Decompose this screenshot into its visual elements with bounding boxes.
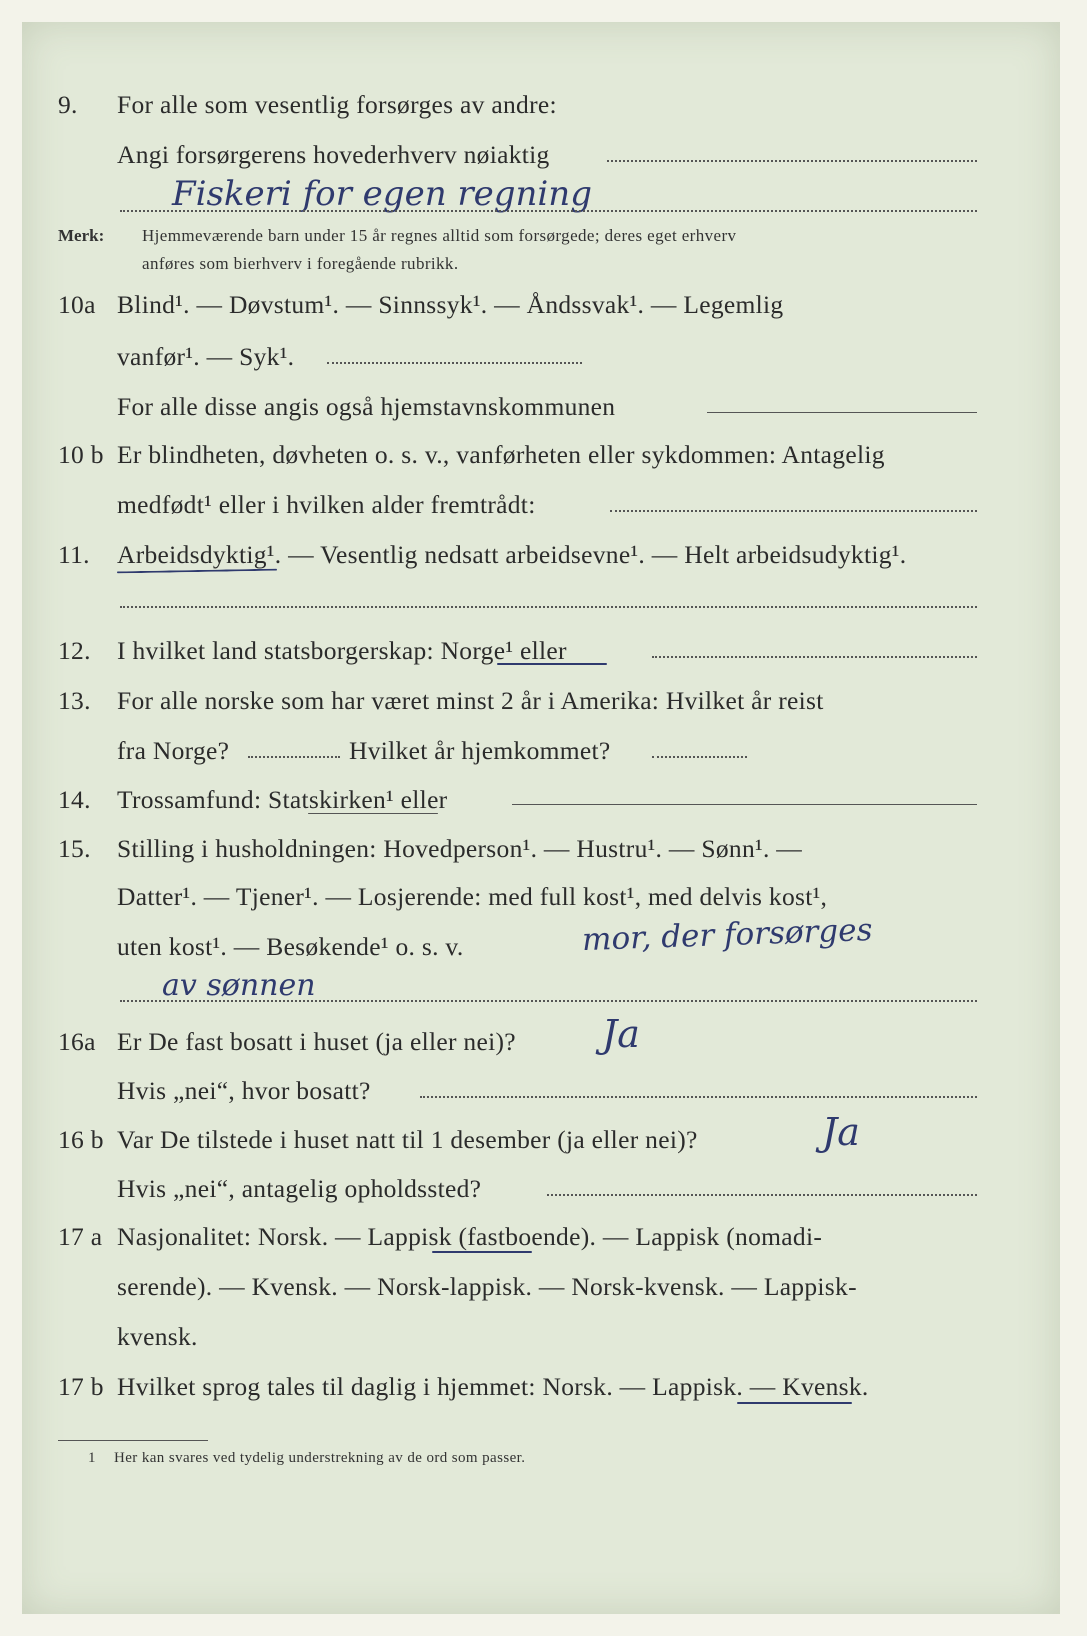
- question-text: Datter¹. — Tjener¹. — Losjerende: med full kost¹, med delvis kost¹,: [117, 882, 828, 911]
- question-number: 16 b: [58, 1125, 104, 1154]
- note-text: anføres som bierhverv i foregående rubrikk.: [142, 254, 459, 273]
- answer-dotted-line: [120, 210, 977, 212]
- question-number: 15.: [58, 834, 91, 863]
- census-form-page: [22, 22, 1060, 1614]
- question-number: 14.: [58, 785, 91, 814]
- answer-dotted-line: [652, 656, 977, 658]
- question-text: For alle som vesentlig forsørges av andre:: [117, 90, 557, 119]
- answer-line: [707, 412, 977, 413]
- handwritten-answer: mor, der forsørges: [581, 911, 874, 959]
- handwritten-underline: [737, 1402, 852, 1404]
- answer-dotted-line: [652, 756, 747, 758]
- answer-dotted-line: [610, 510, 977, 512]
- answer-dotted-line: [120, 1000, 977, 1002]
- question-text: For alle norske som har været minst 2 år i Amerika: Hvilket år reist: [117, 686, 824, 715]
- question-text: I hvilket land statsborgerskap: Norge¹ eller: [117, 636, 567, 665]
- question-text: Hvilket sprog tales til daglig i hjemmet: Norsk. — Lappisk. — Kvensk.: [117, 1372, 869, 1401]
- footnote-rule: [58, 1440, 208, 1441]
- handwritten-answer: Fiskeri for egen regning: [172, 174, 592, 214]
- question-text: Hvis „nei“, hvor bosatt?: [117, 1076, 371, 1105]
- answer-dotted-line: [607, 160, 977, 162]
- question-text: uten kost¹. — Besøkende¹ o. s. v.: [117, 932, 464, 961]
- answer-dotted-line: [120, 606, 977, 608]
- handwritten-underline: [497, 663, 607, 665]
- question-text: Nasjonalitet: Norsk. — Lappisk (fastboende). — Lappisk (nomadi-: [117, 1222, 823, 1251]
- question-text: vanfør¹. — Syk¹.: [117, 342, 295, 371]
- question-number: 17 b: [58, 1372, 104, 1401]
- question-text: Var De tilstede i huset natt til 1 desember (ja eller nei)?: [117, 1125, 698, 1154]
- question-text: Hvilket år hjemkommet?: [349, 736, 611, 765]
- question-text: serende). — Kvensk. — Norsk-lappisk. — Norsk-kvensk. — Lappisk-: [117, 1272, 857, 1301]
- handwritten-answer: av sønnen: [162, 968, 316, 1003]
- question-number: 9.: [58, 90, 78, 119]
- question-text: Hvis „nei“, antagelig opholdssted?: [117, 1174, 482, 1203]
- question-number: 11.: [58, 540, 90, 569]
- question-number: 10 b: [58, 440, 104, 469]
- question-text: medfødt¹ eller i hvilken alder fremtrådt:: [117, 490, 536, 519]
- question-text: Blind¹. — Døvstum¹. — Sinnssyk¹. — Åndssvak¹. — Legemlig: [117, 290, 784, 319]
- question-text: Arbeidsdyktig¹. — Vesentlig nedsatt arbeidsevne¹. — Helt arbeidsudyktig¹.: [117, 540, 907, 569]
- question-text: Er blindheten, døvheten o. s. v., vanførheten eller sykdommen: Antagelig: [117, 440, 885, 469]
- answer-line: [512, 804, 977, 805]
- answer-dotted-line: [547, 1194, 977, 1196]
- question-text: Trossamfund: Statskirken¹ eller: [117, 785, 448, 814]
- question-text: Angi forsørgerens hovederhverv nøiaktig: [117, 140, 550, 169]
- question-number: 16a: [58, 1027, 96, 1056]
- question-text: Stilling i husholdningen: Hovedperson¹. — Hustru¹. — Sønn¹. —: [117, 834, 803, 863]
- handwritten-answer: Ja: [602, 1012, 640, 1056]
- question-text: For alle disse angis også hjemstavnskommunen: [117, 392, 616, 421]
- footnote-mark: 1: [88, 1450, 96, 1466]
- handwritten-answer: Ja: [822, 1110, 860, 1154]
- question-number: 12.: [58, 636, 91, 665]
- question-text: fra Norge?: [117, 736, 230, 765]
- handwritten-underline: [308, 813, 438, 814]
- question-text: Er De fast bosatt i huset (ja eller nei)?: [117, 1027, 516, 1056]
- answer-dotted-line: [248, 756, 340, 758]
- question-text: kvensk.: [117, 1322, 198, 1351]
- note-label: Merk:: [58, 226, 105, 245]
- answer-dotted-line: [420, 1096, 977, 1098]
- question-number: 10a: [58, 290, 96, 319]
- question-number: 13.: [58, 686, 91, 715]
- footnote-text: Her kan svares ved tydelig understrekning av de ord som passer.: [114, 1450, 526, 1466]
- question-number: 17 a: [58, 1222, 103, 1251]
- answer-dotted-line: [327, 362, 582, 364]
- note-text: Hjemmeværende barn under 15 år regnes alltid som forsørgede; deres eget erhverv: [142, 226, 737, 245]
- handwritten-underline: [432, 1251, 532, 1253]
